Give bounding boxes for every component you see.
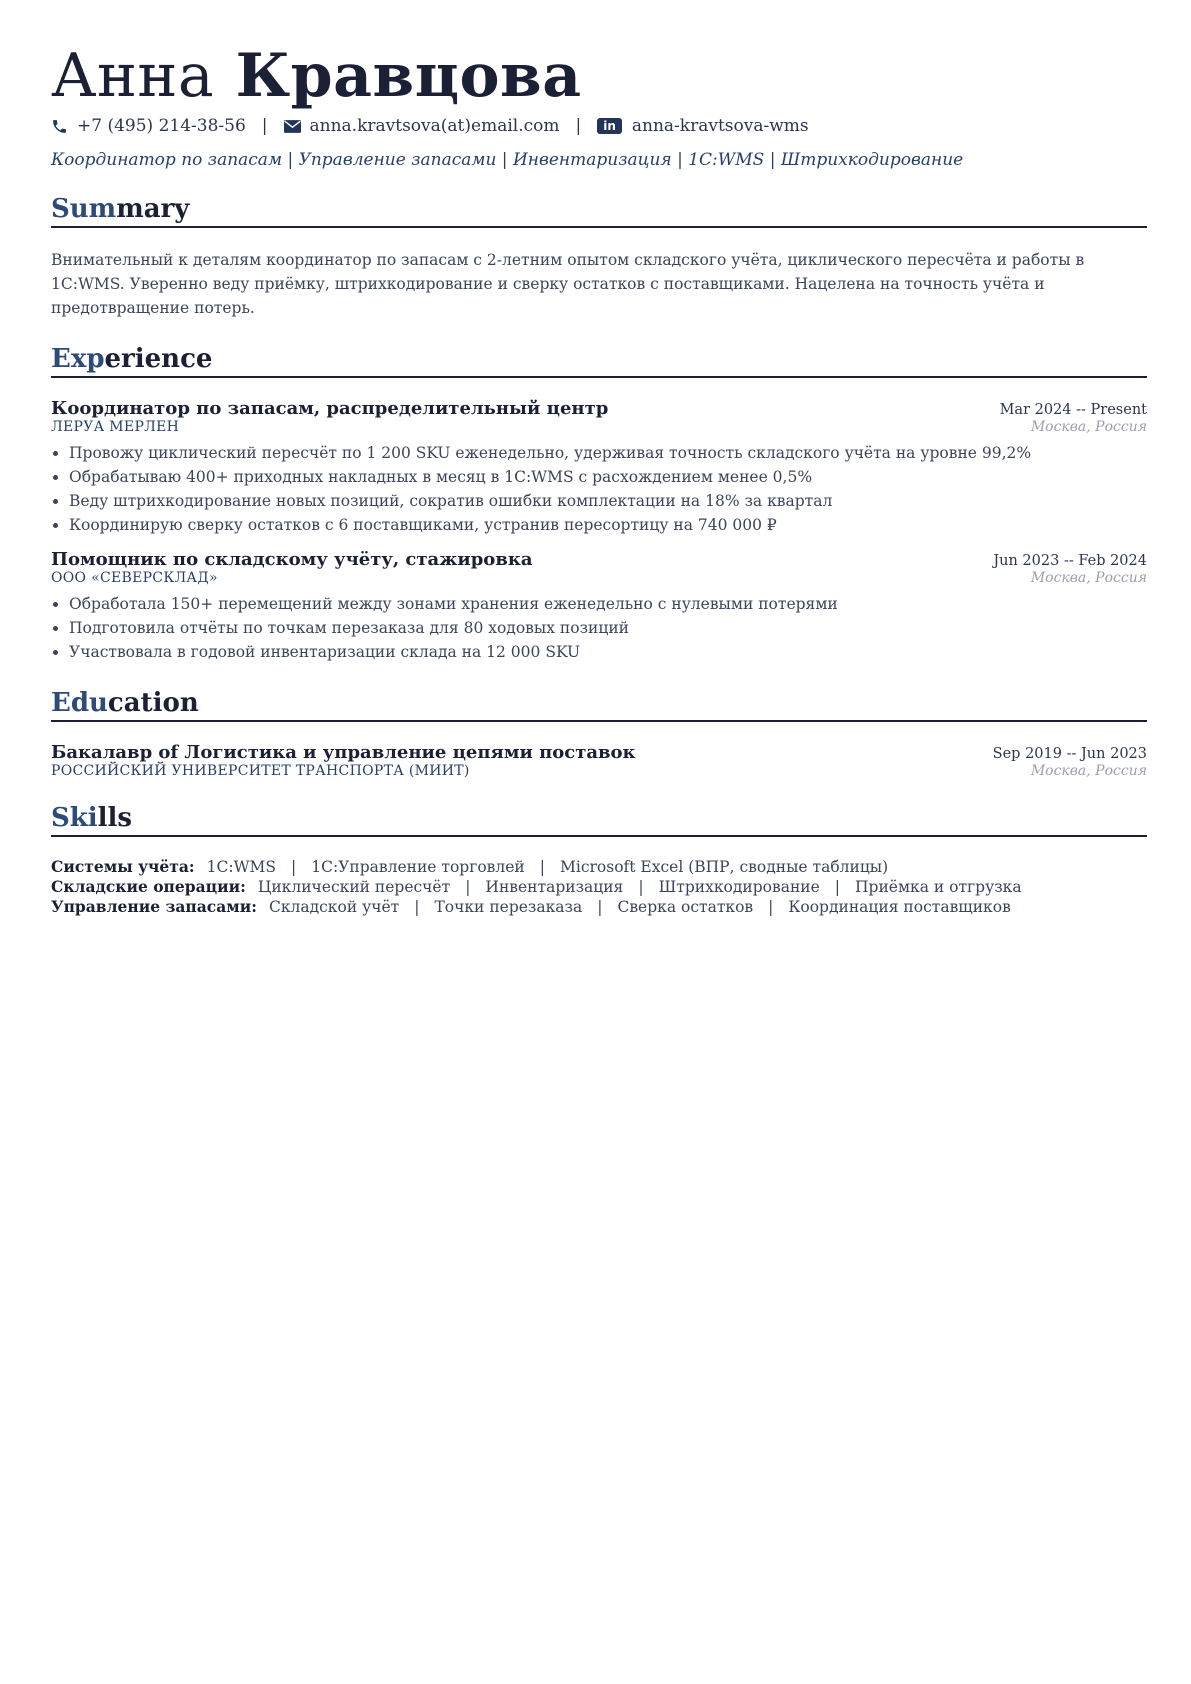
envelope-icon: [284, 120, 301, 133]
education-entry: [51, 742, 1147, 779]
skill-separator: |: [539, 858, 545, 876]
education-section: [51, 688, 1147, 779]
skill-category: Управление запасами:: [51, 897, 257, 916]
skill-item: Microsoft Excel (ВПР, сводные таблицы): [560, 858, 889, 876]
skill-item: Штрихкодирование: [658, 878, 820, 896]
achievement-item: • Провожу циклический пересчёт по 1 200 SKU еженедельно, удерживая точность складского учёта на уровне 99,2%: [69, 441, 1147, 465]
contact-separator: |: [261, 116, 268, 136]
achievement-item: • Веду штрихкодирование новых позиций, сократив ошибки комплектации на 18% за квартал: [69, 489, 1147, 513]
last-name: Кравцова: [235, 41, 582, 111]
phone-icon: [51, 118, 68, 135]
section-heading-skills: Skills: [51, 803, 1147, 837]
skill-separator: |: [768, 898, 774, 916]
job-title: Координатор по запасам, распределительный центр: [51, 398, 609, 419]
skill-item: 1С:WMS: [206, 858, 277, 876]
achievement-item: • Подготовила отчёты по точкам перезаказа для 80 ходовых позиций: [69, 616, 1147, 640]
skill-item: Сверка остатков: [617, 898, 754, 916]
job-location: Москва, Россия: [1030, 570, 1147, 586]
institution-name: РОССИЙСКИЙ УНИВЕРСИТЕТ ТРАНСПОРТА (МИИТ): [51, 763, 470, 779]
skill-item: Координация поставщиков: [788, 898, 1011, 916]
achievement-item: • Координирую сверку остатков с 6 поставщиками, устранив пересортицу на 740 000 ₽: [69, 513, 1147, 537]
skill-separator: |: [291, 858, 297, 876]
degree-title: Бакалавр of Логистика и управление цепями поставок: [51, 742, 636, 763]
skill-row: [51, 877, 1147, 897]
skill-row: [51, 897, 1147, 917]
skill-separator: |: [834, 878, 841, 896]
candidate-name: [51, 40, 1147, 112]
experience-entry: [51, 398, 1147, 537]
skill-item: Приёмка и отгрузка: [855, 878, 1022, 896]
skill-row: [51, 857, 1147, 877]
experience-section: [51, 344, 1147, 664]
summary-section: [51, 194, 1147, 320]
achievement-item: • Участвовала в годовой инвентаризации склада на 12 000 SKU: [69, 640, 1147, 664]
skill-item: 1С:Управление торговлей: [311, 858, 525, 876]
section-heading-summary: Summary: [51, 194, 1147, 228]
section-heading-experience: Experience: [51, 344, 1147, 378]
education-location: Москва, Россия: [1030, 763, 1147, 779]
email-address: anna.kravtsova(at)email.com: [309, 116, 560, 136]
job-location: Москва, Россия: [1030, 419, 1147, 435]
skill-separator: |: [414, 898, 420, 916]
contact-bar: [51, 116, 1147, 136]
section-heading-education: Education: [51, 688, 1147, 722]
skills-list: [51, 857, 1147, 917]
achievement-item: • Обрабатываю 400+ приходных накладных в месяц в 1С:WMS с расхождением менее 0,5%: [69, 465, 1147, 489]
linkedin-icon: in: [597, 118, 622, 134]
phone-number: +7 (495) 214-38-56: [77, 116, 246, 136]
job-title: Помощник по складскому учёту, стажировка: [51, 549, 533, 570]
skill-item: Инвентаризация: [485, 878, 624, 896]
education-dates: Sep 2019 -- Jun 2023: [992, 746, 1147, 762]
employer-name: ООО «СЕВЕРСКЛАД»: [51, 570, 218, 586]
skill-item: Циклический пересчёт: [257, 878, 451, 896]
achievement-list: [51, 592, 1147, 664]
summary-text: Внимательный к деталям координатор по запасам с 2-летним опытом складского учёта, циклического пересчёта и работы в 1С:WMS. Уверенно веду приёмку, штрихкодирование и сверку остатков с поставщиками. Нацелена на точность учёта и предотвращение потерь.: [51, 251, 1085, 317]
job-dates: Jun 2023 -- Feb 2024: [993, 553, 1147, 569]
skill-separator: |: [597, 898, 603, 916]
experience-entry: [51, 549, 1147, 664]
skill-item: Складской учёт: [268, 898, 400, 916]
first-name: Анна: [51, 41, 215, 111]
skill-category: Складские операции:: [51, 877, 246, 896]
skills-section: [51, 803, 1147, 917]
skill-category: Системы учёта:: [51, 857, 195, 876]
skill-separator: |: [638, 878, 644, 896]
linkedin-handle: anna-kravtsova-wms: [631, 116, 809, 136]
employer-name: ЛЕРУА МЕРЛЕН: [51, 419, 180, 435]
achievement-list: [51, 441, 1147, 537]
skill-separator: |: [465, 878, 471, 896]
skill-item: Точки перезаказа: [434, 898, 583, 916]
contact-separator: |: [575, 116, 582, 136]
job-dates: Mar 2024 -- Present: [999, 402, 1147, 418]
phone-contact[interactable]: [51, 116, 246, 136]
achievement-item: • Обработала 150+ перемещений между зонами хранения еженедельно с нулевыми потерями: [69, 592, 1147, 616]
linkedin-contact[interactable]: [597, 116, 808, 136]
headline-tagline: Координатор по запасам | Управление запасами | Инвентаризация | 1C:WMS | Штрихкодирование: [51, 150, 964, 170]
email-contact[interactable]: [284, 116, 560, 136]
